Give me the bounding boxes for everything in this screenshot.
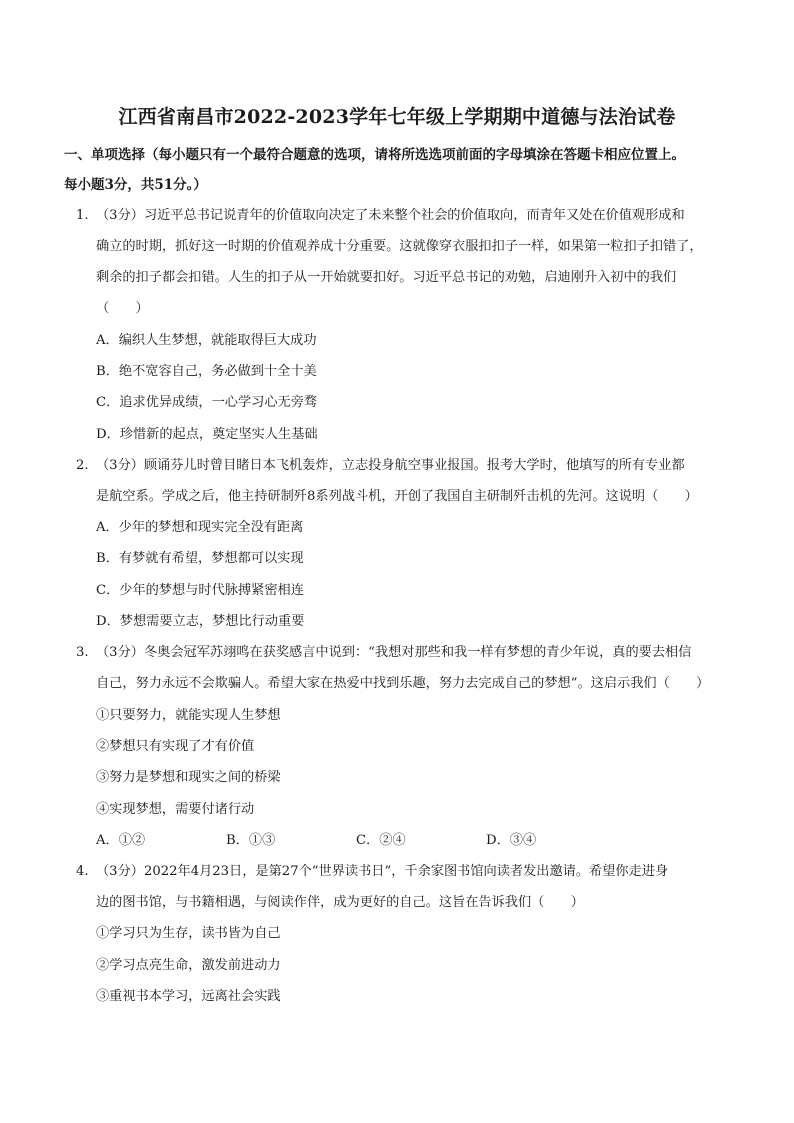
statement-item: ②梦想只有实现了才有价值 <box>96 739 255 754</box>
statement-item: ③重视书本学习，远离社会实践 <box>96 989 281 1004</box>
option-a: A．编织人生梦想，就能取得巨大成功 <box>96 333 317 348</box>
question-number: 2. <box>76 458 89 473</box>
option-d: D．③④ <box>486 833 537 848</box>
question-text-line: （3分）冬奥会冠军苏翊鸣在获奖感言中说到：“我想对那些和我一样有梦想的青少年说，真的要去相信 <box>96 645 692 660</box>
page-title: 江西省南昌市2022-2023学年七年级上学期期中道德与法治试卷 <box>118 106 676 128</box>
option-c: C．追求优异成绩，一心学习心无旁骛 <box>96 395 318 410</box>
question-text-line: 确立的时期，抓好这一时期的价值观养成十分重要。这就像穿衣服扣扣子一样，如果第一粒扣子扣错了， <box>96 239 703 254</box>
option-d: D．珍惜新的起点，奠定坚实人生基础 <box>96 427 318 442</box>
option-c: C．少年的梦想与时代脉搏紧密相连 <box>96 583 304 598</box>
option-a: A．少年的梦想和现实完全没有距离 <box>96 520 304 535</box>
question-text-line: （3分）2022年4月23日，是第27个“世界读书日”，千余家图书馆向读者发出邀请。希望你走进身 <box>96 864 669 879</box>
section-heading-line2: 每小题3分，共51分。） <box>64 177 207 193</box>
question-number: 1. <box>76 208 89 223</box>
answer-blank: （ ） <box>96 301 149 316</box>
question-text-line: （3分）顾诵芬儿时曾目睹日本飞机轰炸，立志投身航空事业报国。报考大学时，他填写的所有专业都 <box>96 458 685 473</box>
question-number: 3. <box>76 645 89 660</box>
question-text-line: 边的图书馆，与书籍相遇，与阅读作伴，成为更好的自己。这旨在告诉我们（ ） <box>96 895 584 910</box>
statement-item: ④实现梦想，需要付诸行动 <box>96 802 255 817</box>
statement-item: ①学习只为生存，读书皆为自己 <box>96 926 281 941</box>
option-b: B．有梦就有希望，梦想都可以实现 <box>96 551 304 566</box>
choice-row <box>96 831 616 851</box>
option-a: A．①② <box>96 833 146 848</box>
statement-item: ③努力是梦想和现实之间的桥梁 <box>96 770 281 785</box>
statement-item: ①只要努力，就能实现人生梦想 <box>96 708 281 723</box>
question-text-line: （3分）习近平总书记说青年的价值取向决定了未来整个社会的价值取向，而青年又处在价值观形成和 <box>96 208 685 223</box>
statement-item: ②学习点亮生命，激发前进动力 <box>96 958 281 973</box>
question-text-line: 自己，努力永远不会欺骗人。希望大家在热爱中找到乐趣，努力去完成自己的梦想”。这启示我们（ ） <box>96 676 710 691</box>
question-text-line: 剩余的扣子都会扣错。人生的扣子从一开始就要扣好。习近平总书记的劝勉，启迪刚升入初中的我们 <box>96 270 677 285</box>
question-text-line: 是航空系。学成之后，他主持研制歼8系列战斗机，开创了我国自主研制歼击机的先河。这说明（ ） <box>96 489 698 504</box>
option-d: D．梦想需要立志，梦想比行动重要 <box>96 614 305 629</box>
option-b: B．绝不宽容自己，务必做到十全十美 <box>96 364 317 379</box>
option-b: B．①③ <box>226 833 276 848</box>
section-heading-line1: 一、单项选择（每小题只有一个最符合题意的选项，请将所选选项前面的字母填涂在答题卡相应位置上。 <box>64 147 685 163</box>
option-c: C．②④ <box>356 833 406 848</box>
question-number: 4. <box>76 864 89 879</box>
